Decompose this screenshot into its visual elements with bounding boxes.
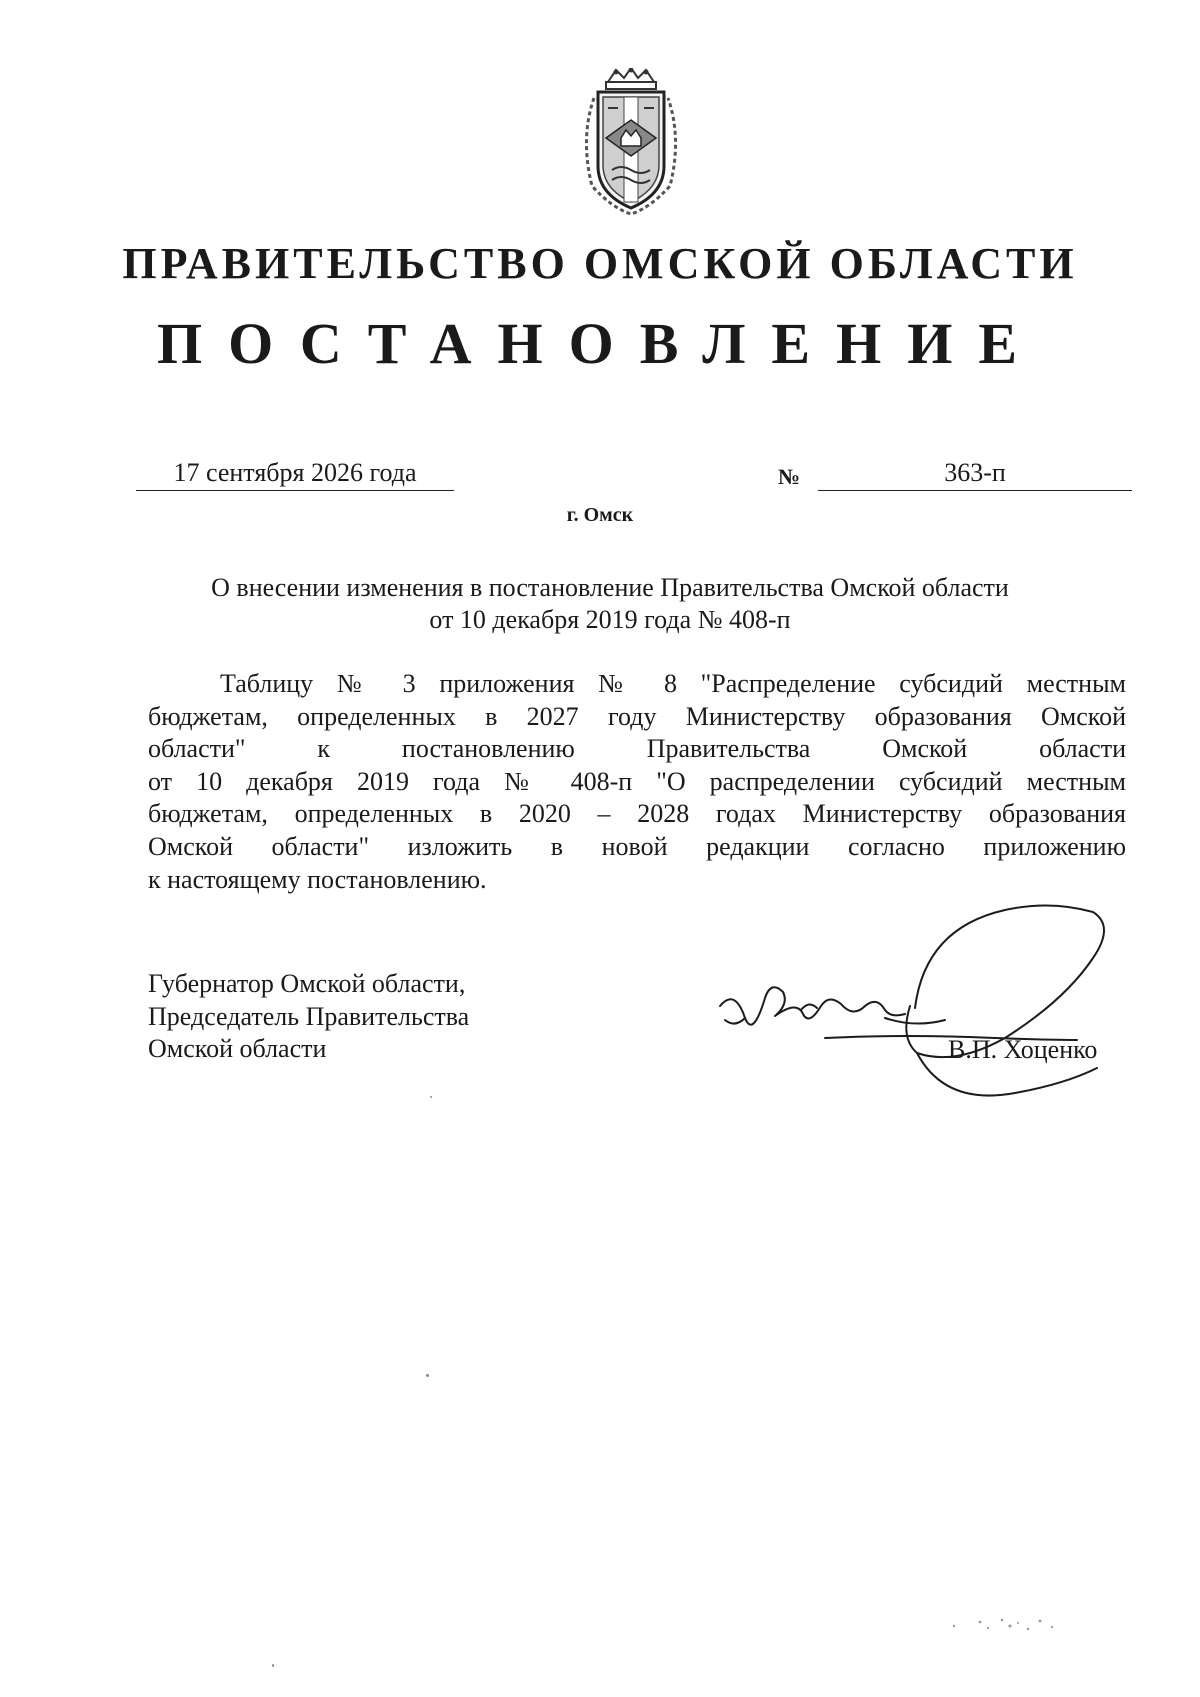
body-line: к настоящему постановлению. (148, 864, 487, 894)
signer-name: В.П. Хоценко (948, 1035, 1098, 1064)
document-type-title: ПОСТАНОВЛЕНИЕ (156, 311, 1044, 376)
document-body (148, 668, 1126, 896)
number-sign: № (778, 464, 801, 489)
organization-title: ПРАВИТЕЛЬСТВО ОМСКОЙ ОБЛАСТИ (122, 239, 1078, 288)
document-number: 363-п (818, 456, 1132, 491)
body-line: бюджетам, определенных в 2027 году Министерству образования Омской (148, 701, 1126, 731)
coat-of-arms-emblem (572, 68, 690, 216)
signer-title-line: Губернатор Омской области, (148, 969, 466, 998)
scan-speck (430, 1096, 432, 1098)
body-line: Омской области" изложить в новой редакции согласно приложению (148, 831, 1126, 861)
body-line: Таблицу № 3 приложения № 8 "Распределение субсидий местным (220, 669, 1126, 698)
scan-smudge (948, 1612, 1068, 1636)
document-city: г. Омск (566, 504, 634, 526)
scan-speck (272, 1664, 274, 1667)
body-line: бюджетам, определенных в 2020 – 2028 годах Министерству образования (148, 799, 1126, 829)
signer-title-line: Председатель Правительства (148, 1001, 470, 1031)
body-line: от 10 декабря 2019 года № 408-п "О распределении субсидий местным (148, 766, 1126, 796)
document-date: 17 сентября 2026 года (136, 456, 454, 491)
subject-line: от 10 декабря 2019 года № 408-п (429, 605, 791, 634)
handwritten-signature (705, 888, 1125, 1108)
scan-speck (426, 1374, 429, 1377)
signer-title-line: Омской области (148, 1034, 327, 1064)
signer-title (148, 968, 568, 1066)
subject-line: О внесении изменения в постановление Правительства Омской области (211, 573, 1009, 602)
body-line: области" к постановлению Правительства Омской области (148, 734, 1126, 764)
document-subject (150, 572, 1070, 636)
